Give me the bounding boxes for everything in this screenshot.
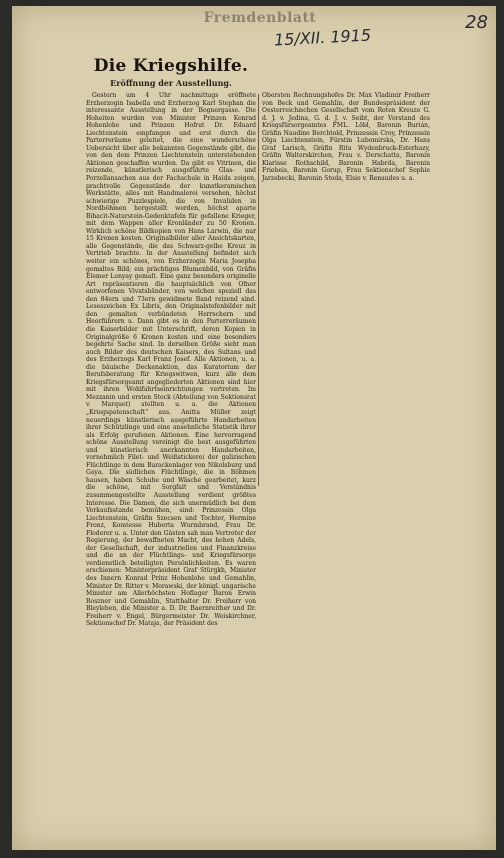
article-headline: Die Kriegshilfe.: [93, 56, 249, 76]
column-divider: [258, 94, 259, 486]
handwritten-page-number: 28: [465, 12, 488, 33]
article-body-right: Obersten Rechnungshofes Dr. Max Vladimir Freiherr von Beck und Gemahlin, der Bundespräsident der Oesterreichischen Gesellschaft vom Roten Kreuze G. d. J. v. Jedina, G. d. J. v. Seibt, der Vorstand des Kriegsfürsorgeamtes FML. Löbl, Baronin Burián, Gräfin Naudine Berchtold, Prinzessin Croy, Prinzessin Olga Liechtenstein, Fürstin Lubomirska, Dr. Hans Graf Larisch, Gräfin Rita Wydenbruck-Esterhazy, Gräfin Walterskirchen, Frau v. Derschatta, Baronin Klarisse Rothschild, Baronin Habrda, Baronin Friebeis, Baronin Gorup, Frau Sektionschef Sophie Jarzebecki, Baronin Stoda, Elsie v. Renaudes u. a.: [262, 92, 430, 183]
article-subhead: Eröffnung der Ausstellung.: [110, 78, 232, 88]
handwritten-date: 15/XII. 1915: [273, 25, 372, 50]
article-right-column: [262, 92, 430, 183]
article-left-column: [86, 56, 256, 628]
article-body-left: Gestern um 4 Uhr nachmittags eröffnete Erzherzogin Isabella und Erzherzog Karl Stephan die interessante Ausstellung in der Bognergasse. Die Hoheiten wurden von Minister Prinzen Konrad Hohenlohe und Prinzen Hofrat Dr. Eduard Liechtenstein empfangen und erst durch die Parterreräume geleitet, die eine wunderschöne Uebersicht über alle bekannten Gegenstände gibt, die von den dem Prinzen Liechtenstein unterstehenden Aktionen geschaffen wurden. Da gibt es Vitrinen, die reizende, künstlerisch ausgeführte Glas- und Porzellansachen aus der Fachschule in Haida zeigen, prachtvolle Gegenstände der kunstkeramischen Werkstätte, alles mit Handmalerei versehen, höchst schwierige Puzzlespiele, die von Invaliden in Nordböhmen hergestellt werden, höchst aparte Bihacit-Naturstein-Gedenktafeln für gefallene Krieger, mit dem Wappen aller Kronländer zu 50 Kronen. Wirklich schöne Bildkopien von Hans Larwin, die nur 15 Kronen kosten. Originalbilder aller Ansichtskarten, alle Gegenstände, die das Schwarz-gelbe Kreuz in Vertrieb brachte. In der Ausstellung befindet sich weiter ein schönes, von Erzherzogin Maria Josepha gemaltes Bild; ein prächtiges Blumenbild, von Gräfin Elemer Lonyay gemalt. Eine ganz besonders originelle Art repräsentieren die hauptsächlich von Ofner entworfenen Vivatsbänder, von welchen speziell das den 84ern und 73ern gewidmete Band reizend sind. Leseszeichen Ex Libris, den Originalstefenbilder mit den gemalten verbündeten Herrschern und Heerführern u. Dann gibt es in den Parterreräumen die Kaiserbilder mit Unterschrift, deren Kopien in Originalgröße 6 Kronen kosten und eine besonders begehrte Sache sind. In derselben Größe sieht man auch Bilder des deutschen Kaisers, des Sultans und des Erzherzogs Karl Franz Josef. Alle Aktionen, u. a. die bäuische Deckenaktion, das Kuratorium der Berufsberatung für Kriegswitwen, kurz alle dem Kriegsfürsorgeamt angegliederten Aktionen sind hier mit ihren Wohlfahrtseinrichtungen vertreten. Im Mezzanin und ersten Stock (Abteilung von Sektionsrat v. Marquet) stellten u. a. die Aktionen „Kriegspatenschaft“ aus. Anitta Müller zeigt neuerdings künstlerisch ausgeführte Handarbeiten ihrer Schützlinge und eine ansehnliche Statistik ihrer als Erfolg gerufenen Aktionen. Eine hervorragend schöne Ausstellung vereinigt die best ausgeführten und künstlerisch anerkannten Handarbeiten, vornehmlich Filet- und Weißstickerei der galizischen Flüchtlinge in dem Barackenlager von Nikolsburg und Gaya. Die südlichen Flüchtlinge, die in Böhmen hausen, haben Schuhe und Wäsche gearbeitet, kurz die schöne, mit Sorgfalt und Verständnis zusammengestellte Ausstellung verdient größtes Interesse. Die Damen, die sich unermüdlich bei dem Verkaufsstande bemühen, sind: Prinzessin Olga Liechtenstein, Gräfin Szecsen und Tochter, Hermine Fronz, Komtesse Huberta Wurmbrand, Frau Dr. Floderer u. a. Unter den Gästen sah man Vertreter der Regierung, der bewaffneten Macht, des hohen Adels, der Gesellschaft, der industriellen und Finanzkreise und die an der Flüchtlings- und Kriegsfürsorge verdienstlich beteiligten Persönlichkeiten. Es waren erschienen: Ministerpräsident Graf Stürgkh, Minister des Innern Konrad Prinz Hohenlohe und Gemahlin, Minister Dr. Ritter v. Morawski, der königl. ungarische Minister am Allerhöchsten Hoflager Baron Erwin Roszner und Gemahlin, Statthalter Dr. Freiherr von Bleyleben, die Minister a. D. Dr. Baernreither und Dr. Freiherr v. Engel, Bürgermeister Dr. Weiskirchner, Sektionschef Dr. Mataja, der Präsident des: [86, 92, 256, 628]
newspaper-masthead: Fremdenblatt: [203, 10, 317, 26]
newspaper-clipping: [12, 6, 496, 850]
